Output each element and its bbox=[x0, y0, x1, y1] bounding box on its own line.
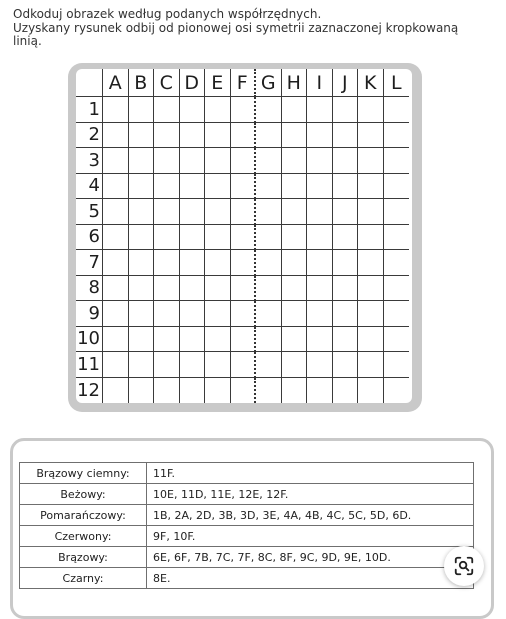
grid-cell-8k[interactable] bbox=[358, 276, 384, 302]
grid-cell-9h[interactable] bbox=[282, 301, 308, 327]
grid-cell-4f[interactable] bbox=[231, 174, 257, 200]
grid-cell-3k[interactable] bbox=[358, 148, 384, 174]
grid-cell-8j[interactable] bbox=[333, 276, 359, 302]
grid-cell-2a[interactable] bbox=[103, 123, 129, 149]
grid-cell-8g[interactable] bbox=[256, 276, 282, 302]
grid-cell-7l[interactable] bbox=[384, 250, 410, 276]
row-header-9: 9 bbox=[76, 301, 103, 327]
grid-cell-5i[interactable] bbox=[307, 199, 333, 225]
grid-cell-5h[interactable] bbox=[282, 199, 308, 225]
grid-cell-5k[interactable] bbox=[358, 199, 384, 225]
grid-cell-1g[interactable] bbox=[256, 97, 282, 123]
grid-cell-10e[interactable] bbox=[205, 327, 231, 353]
grid-cell-12d[interactable] bbox=[180, 378, 206, 404]
grid-cell-8c[interactable] bbox=[154, 276, 180, 302]
grid-cell-3a[interactable] bbox=[103, 148, 129, 174]
grid-cell-3c[interactable] bbox=[154, 148, 180, 174]
grid-cell-7b[interactable] bbox=[129, 250, 155, 276]
grid-cell-2k[interactable] bbox=[358, 123, 384, 149]
grid-cell-11j[interactable] bbox=[333, 352, 359, 378]
grid-cell-2b[interactable] bbox=[129, 123, 155, 149]
grid-cell-1e[interactable] bbox=[205, 97, 231, 123]
grid-cell-8a[interactable] bbox=[103, 276, 129, 302]
grid-cell-11f[interactable] bbox=[231, 352, 257, 378]
column-header-h: H bbox=[282, 69, 308, 97]
grid-cell-3f[interactable] bbox=[231, 148, 257, 174]
grid-cell-2e[interactable] bbox=[205, 123, 231, 149]
grid-cell-3i[interactable] bbox=[307, 148, 333, 174]
grid-cell-11h[interactable] bbox=[282, 352, 308, 378]
grid-cell-4d[interactable] bbox=[180, 174, 206, 200]
grid-cell-1b[interactable] bbox=[129, 97, 155, 123]
legend-coordinates: 11F. bbox=[147, 463, 474, 484]
grid-cell-12b[interactable] bbox=[129, 378, 155, 404]
row-header-3: 3 bbox=[76, 148, 103, 174]
grid-cell-9l[interactable] bbox=[384, 301, 410, 327]
grid-cell-9i[interactable] bbox=[307, 301, 333, 327]
row-header-8: 8 bbox=[76, 276, 103, 302]
grid-cell-2c[interactable] bbox=[154, 123, 180, 149]
grid-cell-11g[interactable] bbox=[256, 352, 282, 378]
grid-cell-4h[interactable] bbox=[282, 174, 308, 200]
grid-cell-6f[interactable] bbox=[231, 225, 257, 251]
legend-coordinates: 8E. bbox=[147, 568, 474, 589]
grid-cell-7k[interactable] bbox=[358, 250, 384, 276]
grid-cell-4g[interactable] bbox=[256, 174, 282, 200]
grid-cell-10b[interactable] bbox=[129, 327, 155, 353]
row-header-5: 5 bbox=[76, 199, 103, 225]
grid-cell-4j[interactable] bbox=[333, 174, 359, 200]
grid-cell-2f[interactable] bbox=[231, 123, 257, 149]
grid-cell-3j[interactable] bbox=[333, 148, 359, 174]
grid-cell-3l[interactable] bbox=[384, 148, 410, 174]
grid-cell-8b[interactable] bbox=[129, 276, 155, 302]
grid-cell-2i[interactable] bbox=[307, 123, 333, 149]
grid-cell-8i[interactable] bbox=[307, 276, 333, 302]
grid-cell-12k[interactable] bbox=[358, 378, 384, 404]
grid-cell-9a[interactable] bbox=[103, 301, 129, 327]
grid-cell-5j[interactable] bbox=[333, 199, 359, 225]
grid-cell-5l[interactable] bbox=[384, 199, 410, 225]
grid-cell-1j[interactable] bbox=[333, 97, 359, 123]
legend-row bbox=[20, 484, 474, 505]
grid-cell-8h[interactable] bbox=[282, 276, 308, 302]
grid-cell-9e[interactable] bbox=[205, 301, 231, 327]
row-header-7: 7 bbox=[76, 250, 103, 276]
grid-cell-4c[interactable] bbox=[154, 174, 180, 200]
grid-cell-10f[interactable] bbox=[231, 327, 257, 353]
grid-cell-1l[interactable] bbox=[384, 97, 410, 123]
grid-cell-3b[interactable] bbox=[129, 148, 155, 174]
legend-frame bbox=[10, 438, 494, 619]
grid-cell-5c[interactable] bbox=[154, 199, 180, 225]
legend-color-label: Czerwony: bbox=[20, 526, 147, 547]
grid-cell-6h[interactable] bbox=[282, 225, 308, 251]
legend-row bbox=[20, 568, 474, 589]
grid-cell-11k[interactable] bbox=[358, 352, 384, 378]
legend-table bbox=[19, 462, 474, 589]
grid-cell-6c[interactable] bbox=[154, 225, 180, 251]
grid-cell-4i[interactable] bbox=[307, 174, 333, 200]
column-header-l: L bbox=[384, 69, 410, 97]
grid-cell-5d[interactable] bbox=[180, 199, 206, 225]
legend-row bbox=[20, 505, 474, 526]
grid-cell-9c[interactable] bbox=[154, 301, 180, 327]
row-header-11: 11 bbox=[76, 352, 103, 378]
grid-cell-4a[interactable] bbox=[103, 174, 129, 200]
grid-cell-5b[interactable] bbox=[129, 199, 155, 225]
grid-cell-6i[interactable] bbox=[307, 225, 333, 251]
grid-cell-7f[interactable] bbox=[231, 250, 257, 276]
legend-color-label: Pomarańczowy: bbox=[20, 505, 147, 526]
legend-color-label: Beżowy: bbox=[20, 484, 147, 505]
grid-cell-1a[interactable] bbox=[103, 97, 129, 123]
grid-cell-2h[interactable] bbox=[282, 123, 308, 149]
grid-cell-7d[interactable] bbox=[180, 250, 206, 276]
grid-cell-11c[interactable] bbox=[154, 352, 180, 378]
grid-cell-9g[interactable] bbox=[256, 301, 282, 327]
grid-cell-6b[interactable] bbox=[129, 225, 155, 251]
instruction-line-1: Odkoduj obrazek według podanych współrzędnych. bbox=[13, 7, 322, 21]
grid-cell-11b[interactable] bbox=[129, 352, 155, 378]
grid-cell-8f[interactable] bbox=[231, 276, 257, 302]
grid-cell-3h[interactable] bbox=[282, 148, 308, 174]
grid-cell-6d[interactable] bbox=[180, 225, 206, 251]
grid-cell-6j[interactable] bbox=[333, 225, 359, 251]
row-header-1: 1 bbox=[76, 97, 103, 123]
grid-cell-6k[interactable] bbox=[358, 225, 384, 251]
grid-cell-7e[interactable] bbox=[205, 250, 231, 276]
instruction-line-2: Uzyskany rysunek odbij od pionowej osi symetrii zaznaczonej kropkowaną bbox=[13, 20, 459, 35]
grid-cell-2g[interactable] bbox=[256, 123, 282, 149]
coordinate-grid bbox=[76, 69, 412, 403]
grid-cell-6g[interactable] bbox=[256, 225, 282, 251]
grid-cell-12h[interactable] bbox=[282, 378, 308, 404]
grid-cell-12f[interactable] bbox=[231, 378, 257, 404]
grid-cell-12l[interactable] bbox=[384, 378, 410, 404]
column-header-c: C bbox=[154, 69, 180, 97]
grid-cell-6e[interactable] bbox=[205, 225, 231, 251]
grid-cell-9d[interactable] bbox=[180, 301, 206, 327]
column-header-g: G bbox=[256, 69, 282, 97]
grid-cell-3g[interactable] bbox=[256, 148, 282, 174]
grid-cell-10i[interactable] bbox=[307, 327, 333, 353]
grid-cell-11d[interactable] bbox=[180, 352, 206, 378]
grid-cell-2l[interactable] bbox=[384, 123, 410, 149]
grid-cell-11i[interactable] bbox=[307, 352, 333, 378]
grid-cell-12c[interactable] bbox=[154, 378, 180, 404]
grid-cell-7g[interactable] bbox=[256, 250, 282, 276]
legend-coordinates: 1B, 2A, 2D, 3B, 3D, 3E, 4A, 4B, 4C, 5C, 5D, 6D. bbox=[147, 505, 474, 526]
row-header-6: 6 bbox=[76, 225, 103, 251]
grid-cell-8e[interactable] bbox=[205, 276, 231, 302]
column-header-j: J bbox=[333, 69, 359, 97]
grid-cell-2d[interactable] bbox=[180, 123, 206, 149]
grid-cell-4e[interactable] bbox=[205, 174, 231, 200]
row-header-4: 4 bbox=[76, 174, 103, 200]
grid-cell-9b[interactable] bbox=[129, 301, 155, 327]
grid-cell-10c[interactable] bbox=[154, 327, 180, 353]
grid-cell-1i[interactable] bbox=[307, 97, 333, 123]
grid-cell-12i[interactable] bbox=[307, 378, 333, 404]
legend-color-label: Czarny: bbox=[20, 568, 147, 589]
legend-color-label: Brązowy ciemny: bbox=[20, 463, 147, 484]
grid-cell-2j[interactable] bbox=[333, 123, 359, 149]
grid-cell-10l[interactable] bbox=[384, 327, 410, 353]
column-header-b: B bbox=[129, 69, 155, 97]
grid-cell-1h[interactable] bbox=[282, 97, 308, 123]
grid-cell-7h[interactable] bbox=[282, 250, 308, 276]
grid-cell-10a[interactable] bbox=[103, 327, 129, 353]
row-header-10: 10 bbox=[76, 327, 103, 353]
grid-cell-10j[interactable] bbox=[333, 327, 359, 353]
legend-coordinates: 9F, 10F. bbox=[147, 526, 474, 547]
grid-cell-5a[interactable] bbox=[103, 199, 129, 225]
grid-cell-4b[interactable] bbox=[129, 174, 155, 200]
grid-cell-6a[interactable] bbox=[103, 225, 129, 251]
column-header-e: E bbox=[205, 69, 231, 97]
grid-cell-5f[interactable] bbox=[231, 199, 257, 225]
grid-cell-3e[interactable] bbox=[205, 148, 231, 174]
grid-cell-10h[interactable] bbox=[282, 327, 308, 353]
row-header-2: 2 bbox=[76, 123, 103, 149]
grid-cell-12g[interactable] bbox=[256, 378, 282, 404]
grid-cell-1k[interactable] bbox=[358, 97, 384, 123]
grid-corner bbox=[76, 69, 103, 97]
grid-cell-11e[interactable] bbox=[205, 352, 231, 378]
grid-cell-9f[interactable] bbox=[231, 301, 257, 327]
legend-color-label: Brązowy: bbox=[20, 547, 147, 568]
grid-cell-6l[interactable] bbox=[384, 225, 410, 251]
grid-cell-10k[interactable] bbox=[358, 327, 384, 353]
column-header-i: I bbox=[307, 69, 333, 97]
legend-coordinates: 10E, 11D, 11E, 12E, 12F. bbox=[147, 484, 474, 505]
grid-cell-7j[interactable] bbox=[333, 250, 359, 276]
grid-cell-11a[interactable] bbox=[103, 352, 129, 378]
grid-cell-4l[interactable] bbox=[384, 174, 410, 200]
instruction-line-3: linią. bbox=[13, 34, 42, 48]
grid-cell-9j[interactable] bbox=[333, 301, 359, 327]
grid-cell-12a[interactable] bbox=[103, 378, 129, 404]
grid-cell-11l[interactable] bbox=[384, 352, 410, 378]
grid-cell-8l[interactable] bbox=[384, 276, 410, 302]
legend-coordinates: 6E, 6F, 7B, 7C, 7F, 8C, 8F, 9C, 9D, 9E, 10D. bbox=[147, 547, 474, 568]
grid-cell-12e[interactable] bbox=[205, 378, 231, 404]
visual-search-icon bbox=[453, 555, 475, 577]
instructions bbox=[13, 8, 493, 49]
row-header-12: 12 bbox=[76, 378, 103, 404]
grid-cell-1d[interactable] bbox=[180, 97, 206, 123]
column-header-f: F bbox=[231, 69, 257, 97]
grid-cell-1c[interactable] bbox=[154, 97, 180, 123]
grid-cell-10g[interactable] bbox=[256, 327, 282, 353]
coordinate-grid-frame bbox=[68, 63, 422, 412]
legend-row bbox=[20, 526, 474, 547]
grid-cell-9k[interactable] bbox=[358, 301, 384, 327]
visual-search-button[interactable] bbox=[444, 546, 484, 586]
grid-cell-7c[interactable] bbox=[154, 250, 180, 276]
grid-cell-8d[interactable] bbox=[180, 276, 206, 302]
grid-cell-7i[interactable] bbox=[307, 250, 333, 276]
grid-cell-5e[interactable] bbox=[205, 199, 231, 225]
coordinate-grid-panel bbox=[76, 69, 412, 403]
grid-cell-4k[interactable] bbox=[358, 174, 384, 200]
grid-cell-3d[interactable] bbox=[180, 148, 206, 174]
legend-row bbox=[20, 463, 474, 484]
grid-cell-12j[interactable] bbox=[333, 378, 359, 404]
column-header-d: D bbox=[180, 69, 206, 97]
grid-cell-10d[interactable] bbox=[180, 327, 206, 353]
legend-row bbox=[20, 547, 474, 568]
grid-cell-7a[interactable] bbox=[103, 250, 129, 276]
grid-cell-5g[interactable] bbox=[256, 199, 282, 225]
column-header-k: K bbox=[358, 69, 384, 97]
grid-cell-1f[interactable] bbox=[231, 97, 257, 123]
column-header-a: A bbox=[103, 69, 129, 97]
